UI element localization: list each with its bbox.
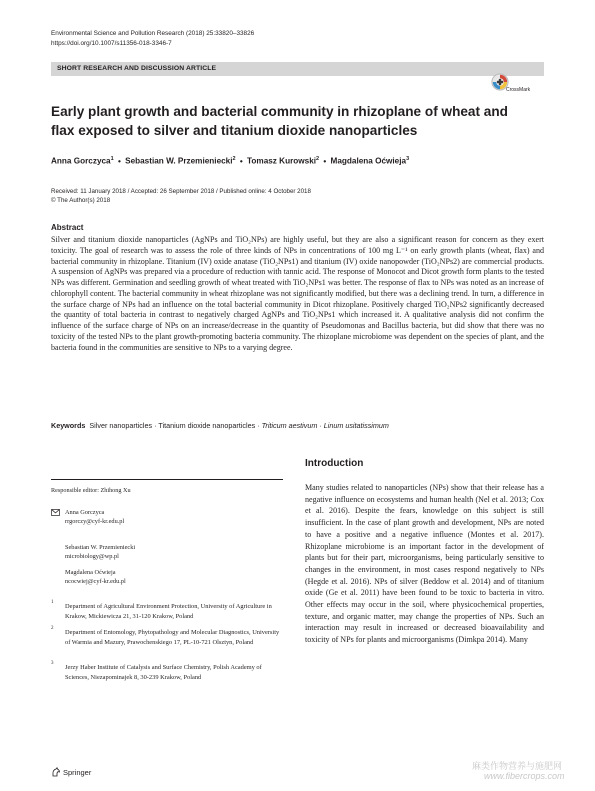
keyword: Silver nanoparticles xyxy=(89,421,153,430)
keywords-label: Keywords xyxy=(51,421,86,430)
corresponding-contact xyxy=(65,508,124,526)
copyright-notice: © The Author(s) 2018 xyxy=(51,197,111,204)
journal-citation: Environmental Science and Pollution Research (2018) 25:33820–33826 xyxy=(51,30,255,37)
keyword: Triticum aestivum xyxy=(261,421,318,430)
contact xyxy=(65,543,135,561)
watermark-text: 麻类作物营养与施肥网 xyxy=(472,761,563,771)
abstract-body xyxy=(51,235,544,353)
author-name[interactable]: Anna Gorczyca xyxy=(51,156,111,166)
affiliation: Department of Agricultural Environment Protection, University of Agriculture in Krakow, Mickiewicza 21, 31-120 Krakow, Poland xyxy=(65,603,272,620)
article-type-banner xyxy=(51,62,544,76)
contact-name: Anna Gorczyca xyxy=(65,509,105,516)
envelope-icon xyxy=(51,509,60,516)
author-name[interactable]: Sebastian W. Przemieniecki xyxy=(125,156,233,166)
article-type-label: SHORT RESEARCH AND DISCUSSION ARTICLE xyxy=(57,65,217,72)
author-separator: • xyxy=(117,156,121,166)
contact-email[interactable]: ncocwiej@cyf-kr.edu.pl xyxy=(65,578,126,585)
doi-link[interactable]: https://doi.org/10.1007/s11356-018-3346-7 xyxy=(51,40,172,47)
abstract-heading: Abstract xyxy=(51,223,84,232)
abstract-paragraph: Silver and titanium dioxide nanoparticles (AgNPs and TiO₂NPs) are highly useful, but they are also a significant reason for concern as they exert toxicity. The goal of research was to assess the role of three kinds of NPs in concentrations of 100 mg L⁻¹ on early growth plants (wheat, flax) and bacterial community in rhizoplane. Titanium (IV) oxide anatase (TiO₂NPs1) and titanium (IV) oxide nanopowder (TiO₂NPs2) are commercial products. A suspension of AgNPs was prepared via a procedure of reduction with tannic acid. The response of Monocot and Dicot growth form plants to the tested NPs was different. Germination and seedling growth of wheat treated with TiO₂NPs1 was better. The response of flax to NPs was noted as an increase of chlorophyll content. The bacterial community in wheat rhizoplane was not significantly modified, but there was a declining trend. In turn, a difference in the surface charge of NPs had an influence on the total bacterial community in Dicot rhizoplane. Positively charged TiO₂NPs2 significantly decreased the quantity of total bacteria in contrast to negatively charged AgNPs and TiO₂NPs1 which increased it. A qualitative analysis did not confirm the influence of the surface charge of NPs on an increase/decrease in the quantity of Pseudomonas and Bacillus bacteria, but did show that there was no toxicity of the tested NPs to the plant growth-promoting bacteria community. The rhizoplane microbiome was dependent on the species of plant, and the bacteria found in the communities are sensitive to NPs to a varying degree. xyxy=(51,235,544,352)
crossmark-badge[interactable] xyxy=(488,73,544,103)
publisher-name: Springer xyxy=(63,768,92,777)
author-affiliation-number: 1 xyxy=(110,156,114,162)
author-name[interactable]: Magdalena Oćwieja xyxy=(330,156,407,166)
author-affiliation-number: 2 xyxy=(316,156,320,162)
introduction-heading: Introduction xyxy=(305,458,364,469)
author-name[interactable]: Tomasz Kurowski xyxy=(247,156,317,166)
contact xyxy=(65,568,126,586)
author-separator: • xyxy=(239,156,243,166)
watermark-url: www.fibercrops.com xyxy=(484,771,565,781)
springer-horse-icon xyxy=(51,767,61,777)
affiliation-number: 2 xyxy=(51,626,54,631)
contact-name: Magdalena Oćwieja xyxy=(65,569,116,576)
author-affiliation-number: 2 xyxy=(232,156,236,162)
affiliation: Department of Entomology, Phytopathology and Molecular Diagnostics, University of Warmia and Mazury, Prawochenskiego 17, PL-10-721 Olsztyn, Poland xyxy=(65,629,280,646)
affiliation-number: 1 xyxy=(51,600,54,605)
author-list xyxy=(51,156,409,166)
publisher-footer xyxy=(51,767,91,777)
footnote-divider xyxy=(51,479,283,480)
affiliation: Jerzy Haber Institute of Catalysis and Surface Chemistry, Polish Academy of Sciences, Niezapominajek 8, 30-239 Krakow, Poland xyxy=(65,664,262,681)
author-affiliation-number: 3 xyxy=(406,156,410,162)
article-title: Early plant growth and bacterial community in rhizoplane of wheat and flax exposed to silver and titanium dioxide nanoparticles xyxy=(51,104,508,138)
introduction-paragraph: Many studies related to nanoparticles (NPs) show that their release has a negative influence on ecosystems and human health (Nel et al. 2013; Cox et al. 2016). Despite the fears, knowledge on this subject is still insufficient. In the case of plant growth and development, NPs are noted to have a positive and a negative influence (Montes et al. 2017). Rhizoplane microbiome is an important factor in the development of plants but for their part, microorganisms, being particularly sensitive to changes in the environment, in most cases respond negatively to NPs (Hegde et al. 2016). NPs of silver (Beddow et al. 2014) and of titanium oxide (Ge et al. 2011) have been found to be toxic to bacteria in vitro. Other effects may occur in the soil, where physicochemical properties, texture, and organic matter, may change the properties of NPs. Such an interaction may result in increased or decreased bioavailability and toxicity of NPs for plants and microorganisms (Dimkpa 2014). Many xyxy=(305,483,544,645)
affiliation-number: 3 xyxy=(51,661,54,666)
introduction-body xyxy=(305,482,544,646)
contact-email[interactable]: microbiology@wp.pl xyxy=(65,553,119,560)
author-separator: • xyxy=(323,156,327,166)
contact-name: Sebastian W. Przemieniecki xyxy=(65,544,136,551)
crossmark-label: CrossMark xyxy=(506,87,531,93)
keyword: Linum usitatissimum xyxy=(323,421,389,430)
publication-dates: Received: 11 January 2018 / Accepted: 26 September 2018 / Published online: 4 October 2018 xyxy=(51,188,311,195)
responsible-editor: Responsible editor: Zhihong Xu xyxy=(51,487,131,494)
keyword: Titanium dioxide nanoparticles xyxy=(158,421,256,430)
keywords-line: Keywords Silver nanoparticles · Titanium dioxide nanoparticles · Triticum aestivum · Linum usitatissimum xyxy=(51,421,389,430)
contact-email[interactable]: rrgorczy@cyf-kr.edu.pl xyxy=(65,518,125,525)
